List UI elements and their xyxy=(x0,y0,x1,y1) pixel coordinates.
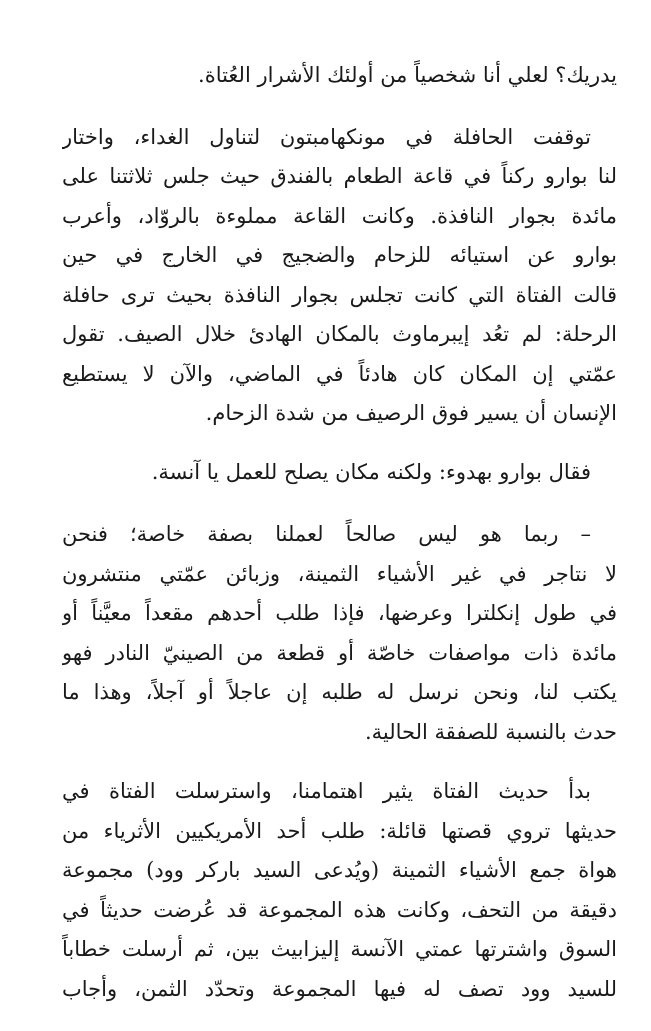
text-line: السوق واشترتها عمتي الآنسة إليزابيث بين، ثم أرسلت خطاباً xyxy=(62,937,617,961)
text-line: حدث بالنسبة للصفقة الحالية. xyxy=(364,719,617,744)
paragraph-2 xyxy=(62,118,617,434)
text-line: مائدة ذات مواصفات خاصّة أو قطعة من الصينيّ النادر فهو xyxy=(62,640,617,665)
text-line: للسيد وود تصف له فيها المجموعة وتحدّد الثمن، وأجاب xyxy=(62,976,617,1001)
text-line: عمّتي إن المكان كان هادئاً في الماضي، والآن لا يستطيع xyxy=(62,361,617,386)
text-line: مائدة بجوار النافذة. وكانت القاعة مملوءة بالروّاد، وأعرب xyxy=(62,203,617,228)
text-line: الإنسان أن يسير فوق الرصيف من شدة الزحام. xyxy=(205,401,617,425)
book-page xyxy=(62,56,617,1031)
text-line: حديثها تروي قصتها قائلة: طلب أحد الأمريكيين الأثرياء من xyxy=(62,818,617,843)
paragraph-4 xyxy=(62,515,617,752)
text-line: يدريك؟ لعلي أنا شخصياً من أولئك الأشرار العُتاة. xyxy=(198,63,617,87)
text-line: لنا بوارو ركناً في قاعة الطعام بالفندق حيث جلس ثلاثتنا على xyxy=(62,164,617,188)
text-line: الرحلة: لم تعُد إيبرماوث بالمكان الهادئ خلال الصيف. تقول xyxy=(62,322,617,346)
text-line: فقال بوارو بهدوء: ولكنه مكان يصلح للعمل يا آنسة. xyxy=(151,459,591,484)
paragraph-3 xyxy=(62,453,617,493)
text-line: توقفت الحافلة في مونكهامبتون لتناول الغداء، واختار xyxy=(62,124,591,149)
text-line: هواة جمع الأشياء الثمينة (ويُدعى السيد باركر وود) مجموعة xyxy=(62,858,617,882)
text-line: بدأ حديث الفتاة يثير اهتمامنا، واسترسلت الفتاة في xyxy=(62,779,591,803)
text-line: بوارو عن استيائه للزحام والضجيج في الخارج في حين xyxy=(62,243,617,267)
text-line: قالت الفتاة التي كانت تجلس بجوار النافذة بحيث ترى حافلة xyxy=(62,282,617,307)
text-line: في طول إنكلترا وعرضها، فإذا طلب أحدهم مقعداً معيَّناً أو xyxy=(62,601,617,625)
paragraph-1 xyxy=(62,56,617,96)
text-line: – ربما هو ليس صالحاً لعملنا بصفة خاصة؛ فنحن xyxy=(62,522,591,546)
text-line: دقيقة من التحف، وكانت هذه المجموعة قد عُرضت حديثاً في xyxy=(62,897,617,922)
paragraph-5 xyxy=(62,772,617,1009)
text-line: يكتب لنا، ونحن نرسل له طلبه إن عاجلاً أو آجلاً، وهذا ما xyxy=(62,680,617,704)
text-line: لا نتاجر في غير الأشياء الثمينة، وزبائن عمّتي منتشرون xyxy=(62,561,617,586)
